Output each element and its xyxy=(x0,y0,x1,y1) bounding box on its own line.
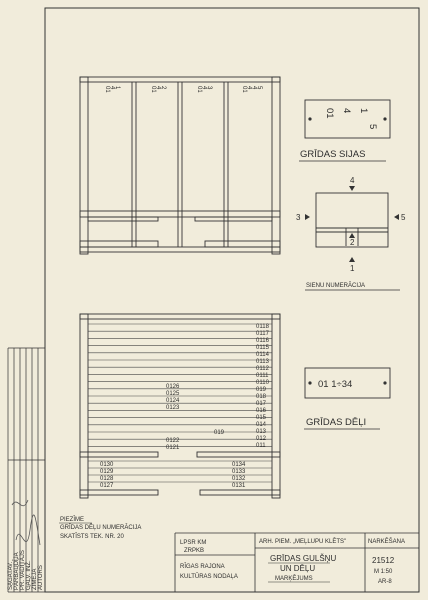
drawing-title-2: UN DĒĻU xyxy=(280,564,316,573)
drawing-title-3: MARĶĒJUMS xyxy=(275,576,313,582)
sheet-frame xyxy=(45,8,419,592)
org-line2: ZRPKB xyxy=(184,548,205,554)
sidebar-label: AUTORS xyxy=(38,565,44,590)
drawing-scale: M 1:50 xyxy=(374,569,393,575)
board-label: 0116 xyxy=(256,338,269,344)
stage-label: NARKĒŠANA xyxy=(368,539,406,545)
board-label: 0118 xyxy=(256,324,269,330)
wall-number-top: 4 xyxy=(350,176,355,185)
board-label: 0114 xyxy=(256,352,269,358)
drawing-title-1: GRĪDAS GULŠŅU xyxy=(270,554,337,563)
beam-plan xyxy=(80,77,280,254)
beam-label-char: 01 xyxy=(150,86,156,93)
board-label: 0112 xyxy=(256,366,269,372)
beam-label-char: 01 xyxy=(196,86,202,93)
board-labels xyxy=(100,324,270,489)
beam-label-char: 01 xyxy=(241,86,247,93)
beam-label-char: 2 xyxy=(160,86,166,90)
note-line2: SKATĪSTS TEK. NR. 20 xyxy=(60,534,124,540)
board-label: 015 xyxy=(256,415,267,421)
board-label: 0113 xyxy=(256,359,269,365)
org-line1: LPSR KM xyxy=(180,540,207,546)
beam-label-char: 4 xyxy=(251,86,257,90)
beam-labels xyxy=(104,86,262,93)
board-label: 0128 xyxy=(100,476,114,482)
legend-boards-caption: GRĪDAS DĒĻI xyxy=(306,417,367,428)
legend-boards-code: 01 1÷34 xyxy=(318,379,353,390)
legend-beams-caption: GRĪDAS SIJAS xyxy=(300,149,366,160)
board-label: 019 xyxy=(256,387,267,393)
board-label: 017 xyxy=(256,401,267,407)
legend-beam-char: 1 xyxy=(358,108,369,114)
board-label: 0132 xyxy=(232,476,246,482)
board-label: 011 xyxy=(256,443,266,449)
legend-beam-chars xyxy=(324,108,378,129)
wall-number-left: 3 xyxy=(296,213,301,222)
board-label: 0133 xyxy=(232,469,246,475)
board-label: 013 xyxy=(256,429,267,435)
board-lines xyxy=(88,324,272,482)
legend-beam-char: 4 xyxy=(341,108,352,114)
wall-number-right: 5 xyxy=(401,213,406,222)
sidebar-label: SAGATAV. xyxy=(8,561,14,590)
board-label: 0117 xyxy=(256,331,269,337)
beam-label-char: 5 xyxy=(256,86,262,90)
board-label: 0134 xyxy=(232,462,246,468)
board-label: 0115 xyxy=(256,345,269,351)
legend-beam-char: 01 xyxy=(324,108,335,119)
beam-label-char: 1 xyxy=(114,86,120,90)
board-label: 014 xyxy=(256,422,267,428)
dept-line2: KULTŪRAS NODAĻA xyxy=(180,574,238,580)
board-label: 0131 xyxy=(232,483,246,489)
note-heading: PIEZĪME xyxy=(60,517,85,523)
wall-number-bottom: 1 xyxy=(350,264,355,273)
project-name: ARH. PIEM. „MEĻLUPU KLĒTS" xyxy=(259,539,347,545)
board-label: 0123 xyxy=(166,405,180,411)
board-label: 019 xyxy=(214,430,225,436)
sheet-number: AR-8 xyxy=(378,579,392,585)
beam-label-char: 01 xyxy=(104,86,110,93)
board-label: 0130 xyxy=(100,462,114,468)
beam-label-char: 4 xyxy=(246,86,252,90)
legend-beams xyxy=(305,100,390,138)
drawing-number: 21512 xyxy=(372,556,395,565)
wall-arrows xyxy=(305,186,399,262)
board-label: 0126 xyxy=(166,384,180,390)
board-label: 0122 xyxy=(166,438,180,444)
legend-beam-char: 5 xyxy=(367,124,378,130)
board-label: 012 xyxy=(256,436,267,442)
sidebar-label: GALV. INŽ. xyxy=(26,560,32,590)
note-line1: GRĪDAS DĒĻU NUMERĀCIJA xyxy=(60,525,142,531)
board-label: 0110 xyxy=(256,380,269,386)
beam-label-char: 3 xyxy=(206,86,212,90)
beam-label-char: 4 xyxy=(201,86,207,90)
board-label: 0121 xyxy=(166,445,180,451)
board-label: 0124 xyxy=(166,398,180,404)
board-label: 0127 xyxy=(100,483,114,489)
signature-scribble xyxy=(16,515,40,545)
board-label: 0111 xyxy=(256,373,269,379)
walls-caption: SIENU NUMERĀCIJA xyxy=(306,283,366,289)
sidebar-label: PR. VADĪTĀJS xyxy=(20,550,26,590)
board-label: 0125 xyxy=(166,391,180,397)
sidebar-label: PĀRBAUDĪJA xyxy=(14,552,20,590)
board-label: 018 xyxy=(256,394,267,400)
beam-label-char: 4 xyxy=(109,86,115,90)
beam-label-char: 4 xyxy=(155,86,161,90)
board-label: 016 xyxy=(256,408,267,414)
sidebar-label: ZĪMĒJA xyxy=(32,568,38,590)
board-label: 0129 xyxy=(100,469,114,475)
dept-line1: RĪGAS RAJONA xyxy=(180,564,225,570)
wall-number-inner: 2 xyxy=(350,238,355,247)
